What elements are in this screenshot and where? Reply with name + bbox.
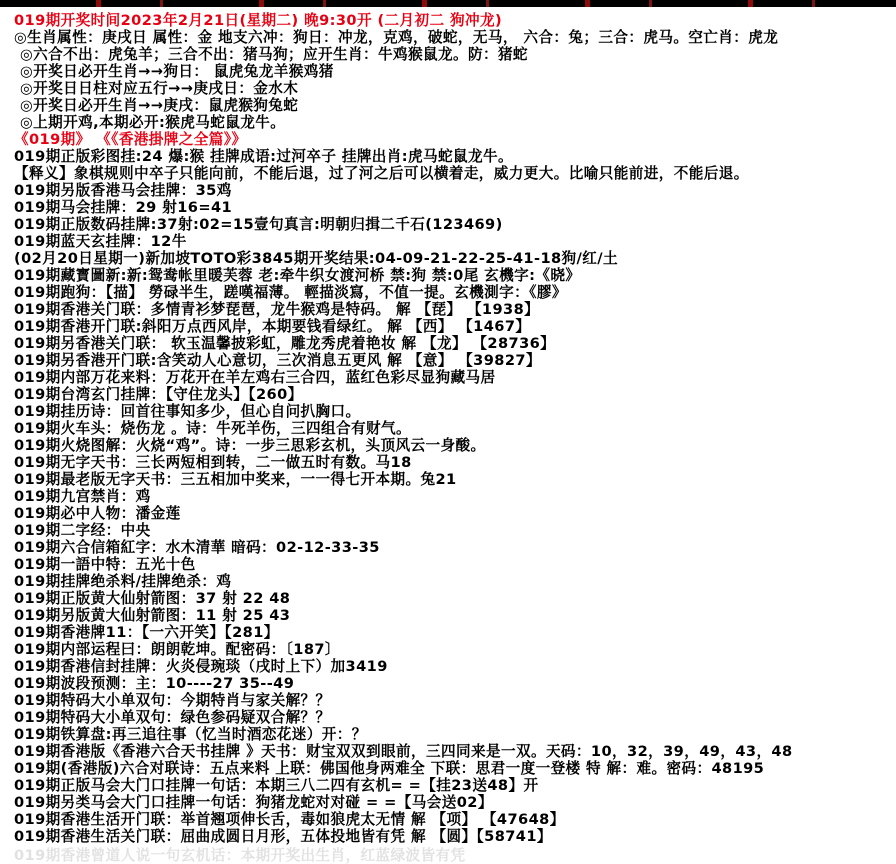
- text-line: 019期另香港开门联:含笑动人心意切，三次消息五更风 解 【意】 【39827】: [14, 352, 541, 369]
- text-line: 019期香港信封挂牌：火炎侵琬琰（戌时上下）加3419: [14, 658, 388, 675]
- text-line: ◎开奖日必开生肖→→庚戌：鼠虎猴狗兔蛇: [20, 97, 299, 114]
- text-line: (02月20日星期一)新加坡TOTO彩3845期开奖结果:04-09-21-22-25-41-18狗/红/土: [14, 250, 618, 267]
- text-line: 019期六合信箱紅字：水木清華 暗码：02-12-33-35: [14, 539, 380, 556]
- text-line: ◎生肖属性：庚戌日 属性：金 地支六冲：狗日：冲龙，克鸡，破蛇，无马， 六合：兔；三合：虎马。空亡肖：虎龙: [14, 29, 779, 46]
- text-line: 019期另版香港马会挂牌：35鸡: [14, 182, 232, 199]
- text-line: 019期波段预测：主：10----27 35--49: [14, 675, 295, 692]
- text-line: 019期另类马会大门口挂牌一句话：狗猪龙蛇对对碰 = =【马会送02】: [14, 794, 493, 811]
- text-line: 019期最老版无字天书：三五相加中奖来，一一得七开本期。兔21: [14, 471, 457, 488]
- text-line: 019期另香港关门联： 软玉温馨披彩虹，雕龙秀虎着艳妆 解 【龙】 【28736】: [14, 335, 556, 352]
- text-line: 019期正版马会大门口挂牌一句话：本期三八二四有玄机= =【挂23送48】开: [14, 777, 539, 794]
- text-line: 019期正版数码挂牌:37射:02=15壹句真言:明朝归揖二千石(123469): [14, 216, 503, 233]
- text-line: 019期马会挂牌：29 射16=41: [14, 199, 233, 216]
- text-line: 019期一語中特：五光十色: [14, 556, 196, 573]
- text-line: ◎开奖日必开生肖→→狗日： 鼠虎兔龙羊猴鸡猪: [20, 63, 334, 80]
- highlight-text-line: 《019期》 《《香港掛牌之全篇》》: [14, 131, 247, 148]
- text-line: 019期香港生活开门联：举首翘项伸长舌，毒如狼虎太无情 解 【项】 【47648】: [14, 811, 565, 828]
- text-line: 019期内部运程曰：朗朗乾坤。配密码：〔187〕: [14, 641, 340, 658]
- text-line: 019期另版黄大仙射箭图：11 射 25 43: [14, 607, 291, 624]
- text-line: 【释义】象棋规则中卒子只能向前，不能后退，过了河之后可以横着走，威力更大。比喻只能前进，不能后退。: [14, 165, 749, 182]
- text-line: 019期蓝天玄挂牌：12牛: [14, 233, 187, 250]
- text-line: 019期特码大小单双句：绿色参码疑双合解？？: [14, 709, 331, 726]
- text-line: 019期挂历诗：回首往事知多少，但心自问扒胸口。: [14, 403, 361, 420]
- text-line: 019期挂牌绝杀料/挂牌绝杀：鸡: [14, 573, 232, 590]
- text-line: 019期香港开门联:斜阳万点西风岸，本期要钱看绿红。 解 【西】 【1467】: [14, 318, 531, 335]
- text-line: 019期藏寳圖新:新:鸳鸯帐里暖芙蓉 老:牵牛织女渡河桥 禁:狗 禁:0尾 玄機字:《晓》: [14, 267, 581, 284]
- text-line: 019期火烧图解：火烧“鸡”。诗：一步三思彩玄机，头顶风云一身酸。: [14, 437, 486, 454]
- text-line: ◎六合不出：虎兔羊；三合不出：猪马狗；应开生肖：牛鸡猴鼠龙。防：猪蛇: [20, 46, 528, 63]
- text-line: 019期火车头：烧伤龙 。诗：牛死羊伤，三四组合有财气。: [14, 420, 411, 437]
- text-line: 019期香港版《香港六合天书挂牌 》天书：财宝双双到眼前，三四同来是一双。天码：10，32，39，49，43，48: [14, 743, 793, 760]
- bottom-cutoff-line: 019期香港曾道人说一句玄机话：本期开奖出生肖，红蓝绿波皆有凭: [14, 847, 466, 864]
- text-line: 019期特码大小单双句：今期特肖与家关解？？: [14, 692, 331, 709]
- text-line: 019期香港生活关门联：屈曲成圆日月形，五体投地皆有凭 解 【圆】【58741】: [14, 828, 552, 845]
- text-line: 019期内部万花来料：万花开在羊左鸡右三合四，蓝红色彩尽显狗藏马居: [14, 369, 496, 386]
- text-line: 019期正版黄大仙射箭图：37 射 22 48: [14, 590, 291, 607]
- text-line: 019期跑狗：【描】 勞碌半生，蹉嘆福薄。 輕描淡寫，不值一提。玄機測字：《膠》: [14, 284, 567, 301]
- text-line: 019期香港牌11：【一六开笑】【281】: [14, 624, 279, 641]
- text-line: 019期正版彩图挂:24 爆:猴 挂牌成语:过河卒子 挂牌出肖:虎马蛇鼠龙牛。: [14, 148, 513, 165]
- text-line: 019期九宫禁肖：鸡: [14, 488, 151, 505]
- text-line: 019期必中人物：潘金莲: [14, 505, 181, 522]
- text-line: 019期无字天书：三长两短相到转，二一做五时有数。马18: [14, 454, 412, 471]
- highlight-text-line: 019期开奖时间2023年2月21日(星期二) 晚9:30开 (二月初二 狗冲龙): [14, 12, 503, 29]
- text-line: 019期(香港版)六合对联诗：五点来料 上联：佛国他身两难全 下联：思君一度一登楼 特 解：难。密码：48195: [14, 760, 765, 777]
- text-line: 019期二字经：中央: [14, 522, 151, 539]
- tips-text-block: [0, 7, 896, 845]
- text-line: ◎上期开鸡,本期必开:猴虎马蛇鼠龙牛。: [20, 114, 286, 131]
- text-line: ◎开奖日日柱对应五行→→庚戌日：金水木: [20, 80, 299, 97]
- text-line: 019期铁算盘:再三追往事（忆当时酒恋花迷）开：？: [14, 726, 367, 743]
- text-line: 019期台湾玄门挂牌：【守住龙头】【260】: [14, 386, 303, 403]
- text-line: 019期香港关门联：多情青衫梦琵琶，龙牛猴鸡是特码。 解 【琵】 【1938】: [14, 301, 540, 318]
- top-border-bar: [0, 0, 896, 7]
